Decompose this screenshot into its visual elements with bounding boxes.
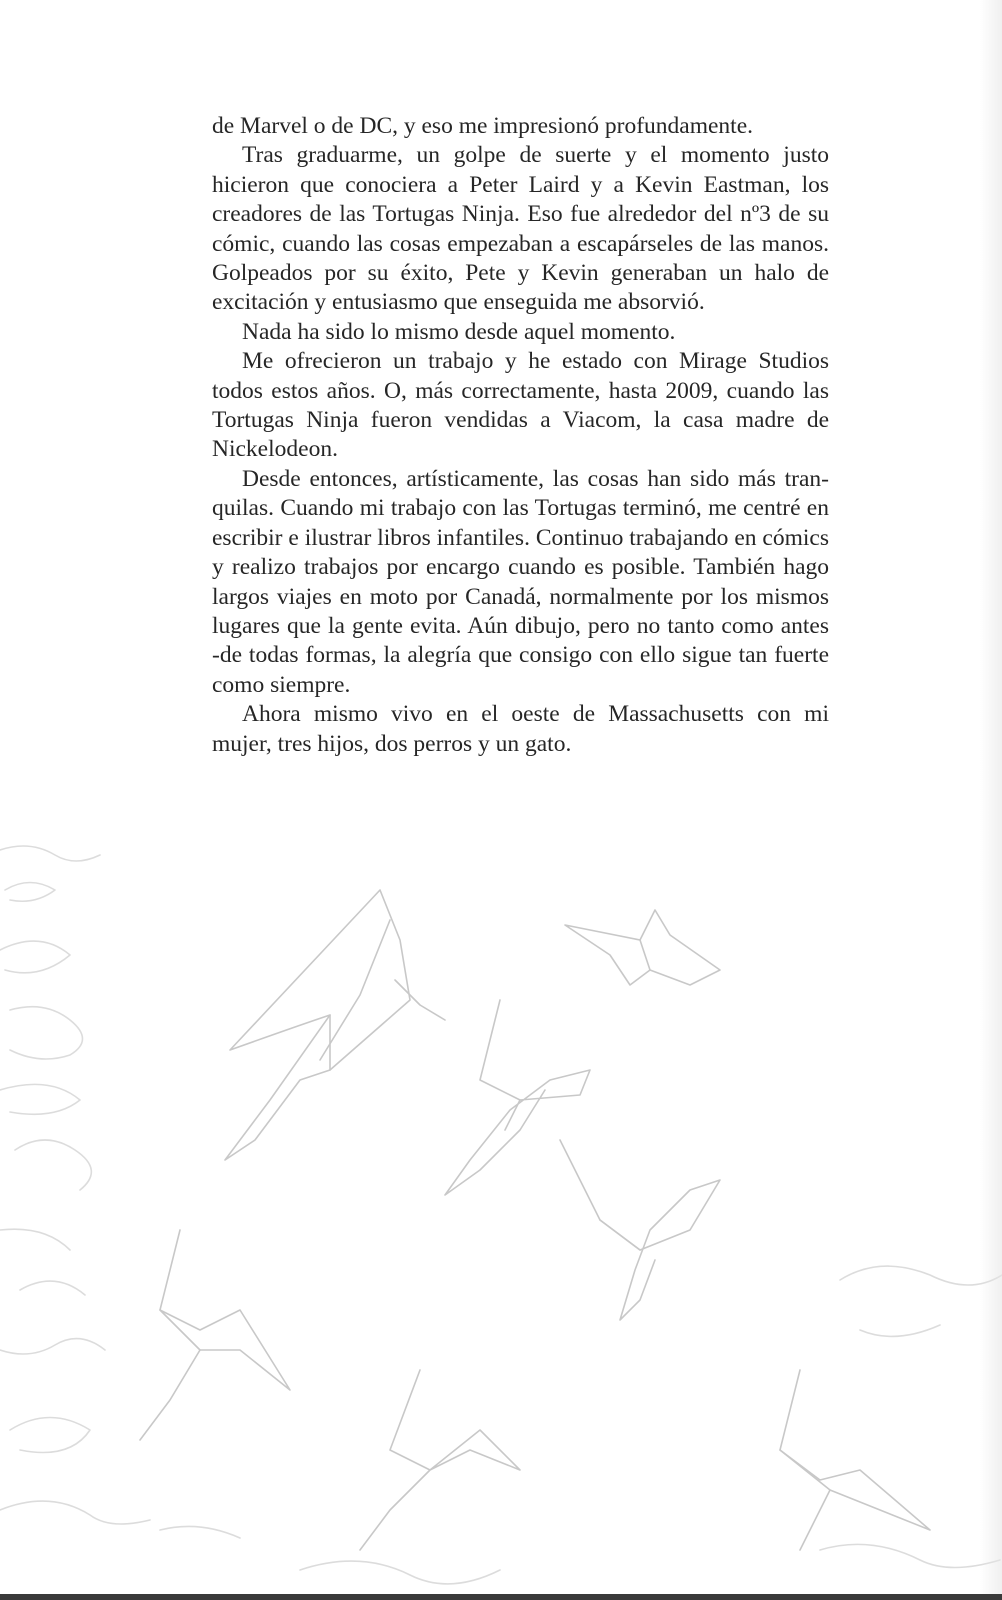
pterodactyl-3 <box>445 1000 590 1195</box>
paragraph: Ahora mismo vivo en el oeste de Massachusetts con mi mujer, tres hijos, dos perros y un gato. <box>212 701 829 757</box>
cloud-swirls-left <box>0 846 150 1524</box>
page-gutter-shadow <box>980 0 1002 1600</box>
pterodactyl-5 <box>140 1230 290 1440</box>
pterodactyl-illustration <box>0 830 1002 1600</box>
pterodactyl-7 <box>780 1370 930 1550</box>
pterodactyl-4 <box>560 1140 720 1320</box>
paragraph: Me ofrecieron un trabajo y he estado con Mirage Studios todos estos años. O, más correctamente, hasta 2009, cuando las Tortugas Ninja fueron vendidas a Viacom, la casa madre de Nickelodeon. <box>212 348 829 463</box>
paragraph: Desde entonces, artísticamente, las cosas han sido más tranquilas. Cuando mi trabajo con las Tortugas terminó, me centré en escribir e ilustrar libros infantiles. Continuo trabajando en cómics y realizo trabajos por encargo cuando es posible. También hago largos viajes en moto por Canadá, normalmente por los mismos lugares que la gente evita. Aún dibujo, pero no tanto como antes -de todas formas, la alegría que consigo con ello sigue tan fuerte como siempre. <box>212 465 829 698</box>
body-text <box>212 112 829 759</box>
pterodactyl-6 <box>360 1370 520 1550</box>
paragraph: de Marvel o de DC, y eso me impresionó profundamente. <box>212 113 754 139</box>
paragraph: Nada ha sido lo mismo desde aquel momento. <box>242 318 676 345</box>
cloud-swirls-right <box>160 1266 1002 1584</box>
pterodactyl-2 <box>565 910 720 985</box>
pterodactyl-1 <box>225 890 445 1160</box>
page-bottom-edge <box>0 1594 1002 1600</box>
paragraph: Tras graduarme, un golpe de suerte y el momento justo hicieron que conociera a Peter Laird y a Kevin Eastman, los creadores de las Tortugas Ninja. Eso fue alrededor del nº3 de su cómic, cuando las cosas empezaban a escapárseles de las manos. Golpeados por su éxito, Pete y Kevin generaban un halo de excitación y entusiasmo que enseguida me absorvió. <box>212 142 829 316</box>
